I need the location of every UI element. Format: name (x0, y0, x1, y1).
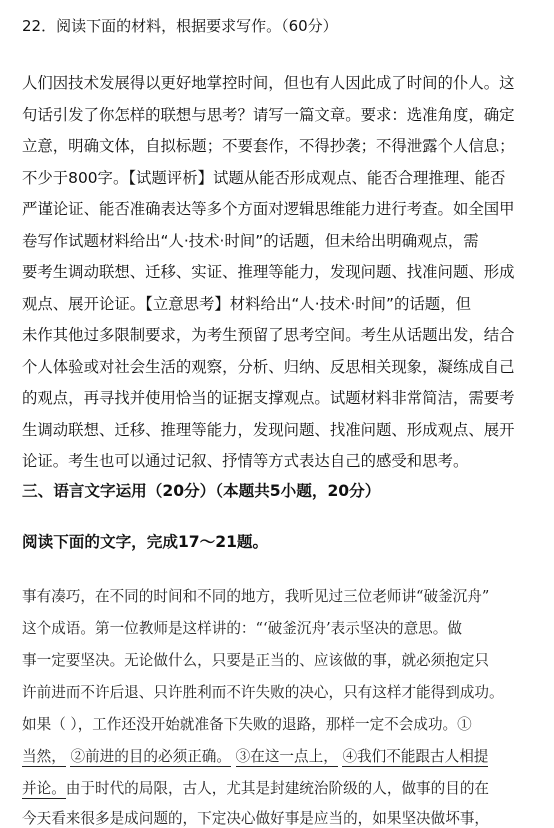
paragraph-line: 严谨论证、能否准确表达等多个方面对逻辑思维能力进行考查。如全国甲 (22, 200, 515, 218)
paragraph-line: 立意，明确文体，自拟标题；不要套作，不得抄袭；不得泄露个人信息； (22, 137, 515, 155)
passage-line (22, 777, 489, 798)
underlined-sentence-1: 当然， (22, 748, 66, 765)
paragraph-line: 未作其他过多限制要求，为考生预留了思考空间。考生从话题出发，结合 (22, 326, 515, 344)
passage-line: 许前进而不许后退、只许胜利而不许失败的决心，只有这样才能得到成功。 (22, 684, 504, 701)
paragraph-line: 人们因技术发展得以更好地掌控时间，但也有人因此成了时间的仆人。这 (22, 74, 515, 92)
section-heading: 三、语言文字运用（20分）（本题共5小题，20分） (22, 482, 381, 500)
passage-line: 这个成语。第一位教师是这样讲的：“‘破釜沉舟’表示坚决的意思。做 (22, 620, 462, 637)
passage-line: 今天看来很多是成问题的，下定决心做好事是应当的，如果坚决做坏事， (22, 810, 490, 827)
paragraph-line: 要考生调动联想、迁移、实证、推理等能力，发现问题、找准问题、形成 (22, 263, 515, 281)
paragraph-line: 句话引发了你怎样的联想与思考？请写一篇文章。要求：选准角度，确定 (22, 106, 515, 124)
paragraph-line: 卷写作试题材料给出“人·技术·时间”的话题，但未给出明确观点，需 (22, 232, 479, 250)
paragraph-line: 不少于800字。【试题评析】试题从能否形成观点、能否合理推理、能否 (22, 169, 506, 187)
paragraph-line: 观点、展开论证。【立意思考】材料给出“人·技术·时间”的话题，但 (22, 295, 471, 313)
underlined-sentence-4: ④我们不能跟古人相提 (342, 748, 489, 765)
passage-text: 由于时代的局限，古人，尤其是封建统治阶级的人，做事的目的在 (65, 780, 490, 797)
passage-line: 如果（ ），工作还没开始就准备下失败的退路，那样一定不会成功。① (22, 716, 472, 733)
reading-instruction: 阅读下面的文字，完成17～21题。 (22, 533, 269, 551)
passage-line: 事有凑巧，在不同的时间和不同的地方，我听见过三位老师讲“破釜沉舟” (22, 588, 490, 605)
underlined-sentence-4-end: 并论。 (22, 780, 66, 797)
passage-line (22, 745, 488, 766)
paragraph-line: 论证。考生也可以通过记叙、抒情等方式表达自己的感受和思考。 (22, 452, 469, 470)
paragraph-line: 生调动联想、迁移、推理等能力，发现问题、找准问题、形成观点、展开 (22, 421, 515, 439)
paragraph-line: 个人体验或对社会生活的观察，分析、归纳、反思相关现象，凝练成自己 (22, 358, 515, 376)
passage-line: 事一定要坚决。无论做什么，只要是正当的、应该做的事，就必须抱定只 (22, 652, 490, 669)
underlined-sentence-3: ③在这一点上， (235, 748, 338, 765)
paragraph-line: 的观点，再寻找并使用恰当的证据支撑观点。试题材料非常简洁，需要考 (22, 389, 515, 407)
question-title: 22．阅读下面的材料，根据要求写作。（60分） (22, 17, 338, 35)
underlined-sentence-2: ②前进的目的必须正确。 (70, 748, 231, 765)
